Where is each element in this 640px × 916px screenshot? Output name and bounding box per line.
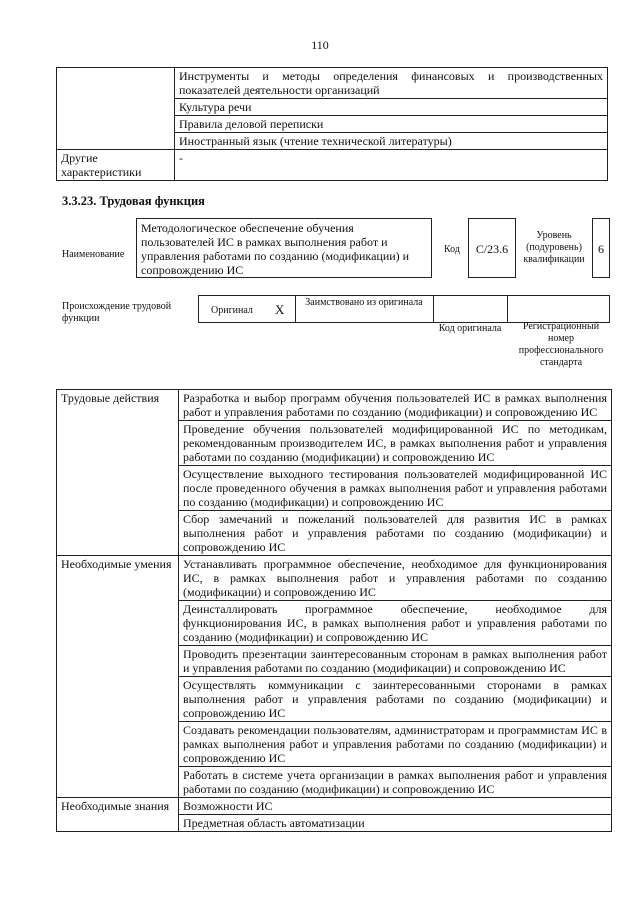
actions-label: Трудовые действия <box>57 390 179 556</box>
top-table-row: Правила деловой переписки <box>175 116 608 133</box>
origin-divider <box>507 296 508 322</box>
origin-label: Происхождение трудовой функции <box>62 301 172 324</box>
action-item: Проведение обучения пользователей модифицированной ИС по методикам, рекомендованным производителем ИС, в рамках выполнения работ и управления работами по созданию (модификации) и сопровождению ИС <box>179 421 612 466</box>
top-table-row: Культура речи <box>175 99 608 116</box>
function-name: Методологическое обеспечение обучения пользователей ИС в рамках выполнения работ и управления работами по созданию (модификации) и сопровождению ИС <box>136 218 432 278</box>
knowledge-item: Возможности ИС <box>179 798 612 815</box>
top-table <box>56 67 608 181</box>
origin-divider <box>433 296 434 322</box>
main-table <box>56 389 612 832</box>
other-characteristics-value: - <box>175 150 608 181</box>
top-table-empty-cell <box>57 68 175 150</box>
action-item: Сбор замечаний и пожеланий пользователей для развития ИС в рамках выполнения работ и управления работами по созданию (модификации) и сопровождению ИС <box>179 511 612 556</box>
original-mark: X <box>275 302 285 317</box>
other-characteristics-label: Другие характеристики <box>57 150 175 181</box>
top-table-row: Иностранный язык (чтение технической литературы) <box>175 133 608 150</box>
function-code: C/23.6 <box>468 218 516 278</box>
origin-divider <box>295 296 296 322</box>
skill-item: Создавать рекомендации пользователям, администраторам и программистам ИС в рамках выполнения работ и управления работами по созданию (модификации) и сопровождению ИС <box>179 722 612 767</box>
original-label: Оригинал <box>211 305 253 316</box>
level-label: Уровень (подуровень) квалификации <box>523 230 585 265</box>
section-title: 3.3.23. Трудовая функция <box>62 194 205 208</box>
page-number: 110 <box>311 38 329 52</box>
skill-item: Деинсталлировать программное обеспечение, необходимое для функционирования ИС, в рамках выполнения работ и управления работами по созданию (модификации) и сопровождению ИС <box>179 601 612 646</box>
top-table-row: Инструменты и методы определения финансовых и производственных показателей деятельности организаций <box>175 68 608 99</box>
reg-number-label: Регистрационный номер профессионального стандарта <box>518 321 604 368</box>
origin-box <box>198 295 610 323</box>
knowledge-label: Необходимые знания <box>57 798 179 832</box>
code-original-label: Код оригинала <box>438 323 502 334</box>
skill-item: Работать в системе учета организации в рамках выполнения работ и управления работами по созданию (модификации) и сопровождению ИС <box>179 767 612 798</box>
action-item: Разработка и выбор программ обучения пользователей ИС в рамках выполнения работ и управления работами по созданию (модификации) и сопровождению ИС <box>179 390 612 421</box>
skill-item: Проводить презентации заинтересованным сторонам в рамках выполнения работ и управления работами по созданию (модификации) и сопровождению ИС <box>179 646 612 677</box>
name-label: Наименование <box>62 249 125 260</box>
level-value: 6 <box>592 218 610 278</box>
action-item: Осуществление выходного тестирования пользователей модифицированной ИС после проведенного обучения в рамках выполнения работ и управления работами по созданию (модификации) и сопровождению ИС <box>179 466 612 511</box>
knowledge-item: Предметная область автоматизации <box>179 815 612 832</box>
skill-item: Осуществлять коммуникации с заинтересованными сторонами в рамках выполнения работ и управления работами по созданию (модификации) и сопровождению ИС <box>179 677 612 722</box>
skill-item: Устанавливать программное обеспечение, необходимое для функционирования ИС, в рамках выполнения работ и управления работами по созданию (модификации) и сопровождению ИС <box>179 556 612 601</box>
code-label: Код <box>444 244 460 255</box>
borrowed-label: Заимствовано из оригинала <box>305 297 423 308</box>
skills-label: Необходимые умения <box>57 556 179 798</box>
